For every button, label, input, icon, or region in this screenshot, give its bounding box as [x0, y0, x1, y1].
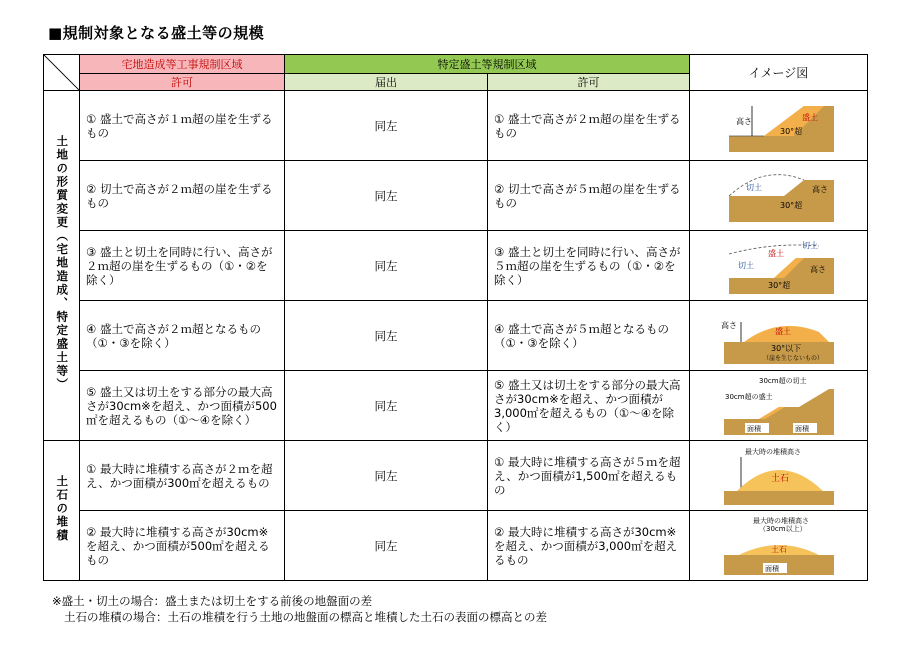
row4-notification: 同左 [285, 301, 488, 371]
label-angle: 30°以下 [770, 343, 801, 353]
row1-notification: 同左 [285, 91, 488, 161]
label-cut: 切土 [737, 260, 754, 270]
row6-notification: 同左 [285, 441, 488, 511]
label-soil: 土石 [770, 473, 789, 484]
category-soil: 土石の堆積 [44, 441, 80, 581]
header-permit-1: 許可 [80, 74, 285, 91]
label-angle: 30°超 [779, 126, 802, 136]
row4-permit-1: ④ 盛土で高さが２ｍ超となるもの（①・③を除く） [80, 301, 285, 371]
row1-permit-1: ① 盛土で高さが１ｍ超の崖を生ずるもの [80, 91, 285, 161]
header-notification: 届出 [285, 74, 488, 91]
row3-permit-2: ③ 盛土と切土を同時に行い、高さが５ｍ超の崖を生ずるもの（①・②を除く） [488, 231, 690, 301]
corner-cell [44, 55, 80, 91]
footnotes [52, 593, 547, 625]
footnote-1: ※盛土・切土の場合：盛土または切土をする前後の地盤面の差 [52, 594, 373, 608]
label-height: 高さ [809, 264, 826, 274]
row5-permit-2: ⑤ 盛土又は切土をする部分の最大高さが30cm※を超え、かつ面積が3,000㎡を超えるもの（①～④を除く） [488, 371, 690, 441]
row3-notification: 同左 [285, 231, 488, 301]
row7-notification: 同左 [285, 511, 488, 581]
row2-notification: 同左 [285, 161, 488, 231]
label-height: 高さ [735, 116, 752, 126]
label-top: 最大時の堆積高さ [752, 516, 809, 525]
row4-image [690, 301, 868, 371]
row4-permit-2: ④ 盛土で高さが５ｍ超となるもの（①・③を除く） [488, 301, 690, 371]
header-permit-2: 許可 [488, 74, 690, 91]
header-residential-zone: 宅地造成等工事規制区域 [80, 55, 285, 74]
row7-permit-2: ② 最大時に堆積する高さが30cm※を超え、かつ面積が3,000㎡を超えるもの [488, 511, 690, 581]
label-note: （崖を生じないもの） [762, 354, 823, 362]
row6-image [690, 441, 868, 511]
label-fill: 30cm超の盛土 [724, 392, 773, 401]
row1-permit-2: ① 盛土で高さが２ｍ超の崖を生ずるもの [488, 91, 690, 161]
label-fill: 盛土 [767, 248, 784, 258]
row7-image [690, 511, 868, 581]
header-image: イメージ図 [690, 55, 868, 91]
label-area: 面積 [764, 564, 779, 573]
row7-permit-1: ② 最大時に堆積する高さが30cm※を超え、かつ面積が500㎡を超えるもの [80, 511, 285, 581]
label-fill: 盛土 [774, 326, 791, 336]
label-cut: 切土 [745, 182, 762, 192]
label-height: 高さ [811, 184, 828, 194]
label-soil: 土石 [770, 544, 787, 554]
row5-image [690, 371, 868, 441]
label-top: 最大時の堆積高さ [744, 447, 801, 456]
row3-image [690, 231, 868, 301]
small-fill-cut-diagram [719, 375, 839, 437]
row6-permit-1: ① 最大時に堆積する高さが２ｍを超え、かつ面積が300㎡を超えるもの [80, 441, 285, 511]
row2-permit-2: ② 切土で高さが５ｍ超の崖を生ずるもの [488, 161, 690, 231]
label-cut-top: 切土 [801, 240, 818, 250]
soil-pile-diagram [719, 445, 839, 507]
category-land: 土地の形質変更（宅地造成、特定盛土等） [44, 91, 80, 441]
fill-slope-diagram [724, 98, 834, 154]
row2-image [690, 161, 868, 231]
label-angle: 30°超 [779, 200, 802, 210]
label-top-2: （30cm以上） [758, 524, 807, 533]
label-cut: 30cm超の切土 [758, 376, 807, 385]
fill-gentle-diagram [719, 306, 839, 366]
header-specific-zone: 特定盛土等規制区域 [285, 55, 690, 74]
cut-slope-diagram [724, 168, 834, 224]
label-area-1: 面積 [746, 424, 761, 433]
row5-notification: 同左 [285, 371, 488, 441]
page-title: ■規制対象となる盛土等の規模 [48, 24, 265, 42]
label-area-2: 面積 [794, 424, 809, 433]
footnote-2: 土石の堆積の場合：土石の堆積を行う土地の地盤面の標高と堆積した土石の表面の標高との差 [64, 610, 547, 624]
row5-permit-1: ⑤ 盛土又は切土をする部分の最大高さが30cm※を超え、かつ面積が500㎡を超えるもの（①～④を除く） [80, 371, 285, 441]
row1-image [690, 91, 868, 161]
label-angle: 30°超 [767, 280, 790, 290]
fill-and-cut-diagram [724, 236, 834, 296]
soil-pile-small-diagram [719, 515, 839, 577]
row2-permit-1: ② 切土で高さが２ｍ超の崖を生ずるもの [80, 161, 285, 231]
regulation-table [43, 54, 868, 581]
label-fill: 盛土 [801, 112, 818, 122]
row3-permit-1: ③ 盛土と切土を同時に行い、高さが２ｍ超の崖を生ずるもの（①・②を除く） [80, 231, 285, 301]
row6-permit-2: ① 最大時に堆積する高さが５ｍを超え、かつ面積が1,500㎡を超えるもの [488, 441, 690, 511]
label-height: 高さ [720, 320, 737, 330]
